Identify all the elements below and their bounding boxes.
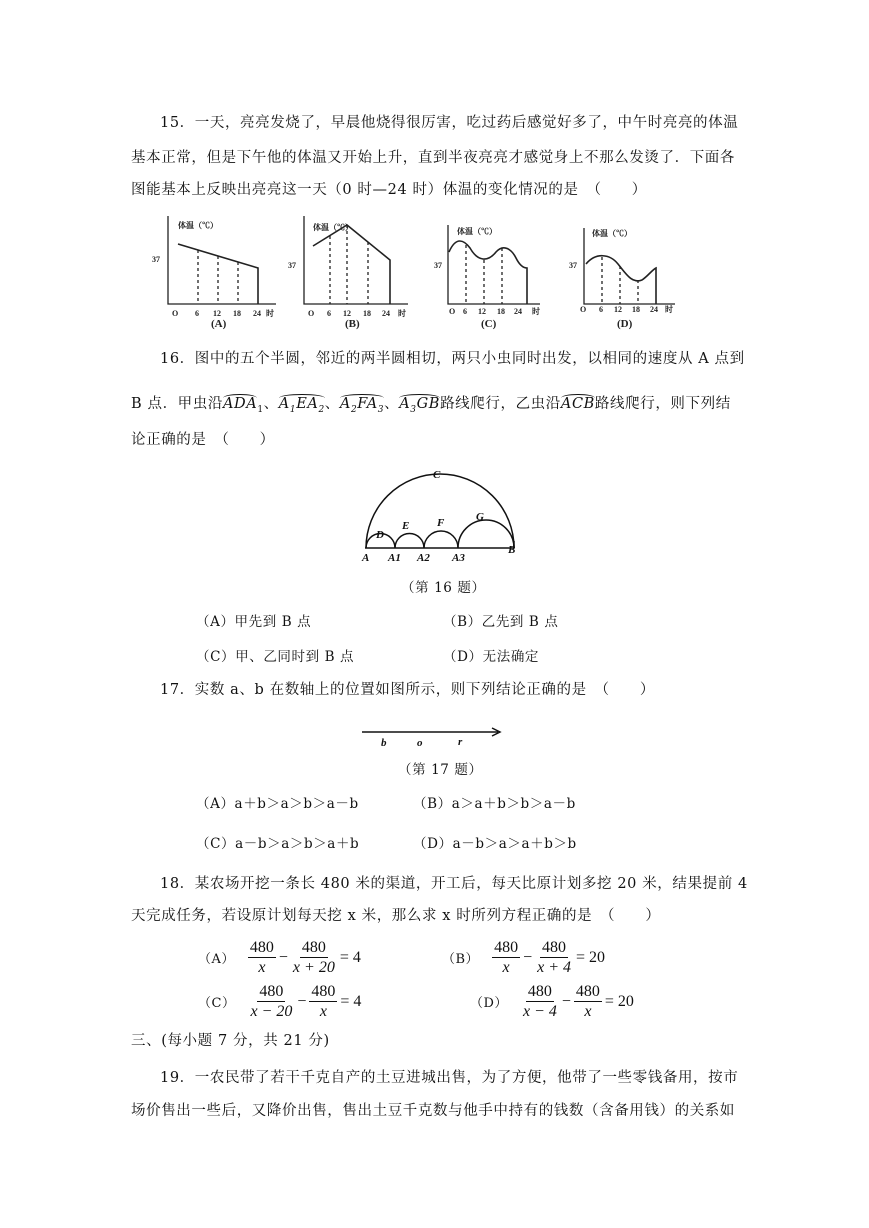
minus-sign: − xyxy=(523,948,533,966)
numerator: 480 xyxy=(249,939,274,956)
graph-b-label: (B) xyxy=(345,318,360,330)
q16-option-a: （A）甲先到 B 点 xyxy=(196,614,312,630)
fig-label-c: C xyxy=(433,469,441,481)
graph-a-37: 37 xyxy=(152,255,160,264)
graph-d-label: (D) xyxy=(617,318,633,330)
denominator: x + 20 xyxy=(292,959,335,976)
arc-a2fa3 xyxy=(339,396,385,415)
denominator: x xyxy=(258,959,266,976)
numerator: 480 xyxy=(542,939,567,956)
tick-label: O xyxy=(308,309,315,318)
q18-option-b xyxy=(442,938,605,977)
tick-label: O xyxy=(449,307,456,316)
text: A xyxy=(278,396,290,412)
fig-label-g: G xyxy=(476,511,484,523)
graph-a-ylabel: 体温（℃） xyxy=(178,221,218,230)
text: 路线爬行，乙虫沿 xyxy=(440,396,561,412)
text: 路线爬行，则下列结 xyxy=(594,396,731,412)
graph-a-axes xyxy=(168,216,276,304)
q16-caption: （第 16 题） xyxy=(401,580,486,596)
q16-option-c: （C）甲、乙同时到 B 点 xyxy=(196,649,355,665)
graph-d-curve xyxy=(586,256,656,304)
numerator: 480 xyxy=(527,983,552,1000)
rhs: = 4 xyxy=(339,948,361,966)
q18-option-c xyxy=(198,982,361,1021)
arc-a1ea2 xyxy=(278,396,325,415)
sub: 3 xyxy=(410,404,417,415)
numerator: 480 xyxy=(494,939,519,956)
q17-option-b: （B）a＞a＋b＞b＞a－b xyxy=(413,796,576,812)
graph-d-axes xyxy=(584,228,675,304)
q19-line-1: 19．一农民带了若干千克自产的土豆进城出售，为了方便，他带了一些零钱备用，按市 xyxy=(160,1070,739,1086)
denominator: x xyxy=(584,1003,592,1020)
graph-a-label: (A) xyxy=(211,318,227,330)
q17-option-c: （C）a－b＞a＞b＞a＋b xyxy=(196,836,360,852)
graph-b-axes xyxy=(304,216,408,304)
denominator: x xyxy=(502,959,510,976)
tick-label: 24 xyxy=(650,305,658,314)
q16-line-2 xyxy=(131,394,731,420)
section-3-heading: 三、(每小题 7 分，共 21 分) xyxy=(131,1033,330,1049)
graph-b-37: 37 xyxy=(288,261,296,270)
fig-label-b: B xyxy=(508,544,516,556)
minus-sign: − xyxy=(297,992,307,1010)
arc-acb: ACB xyxy=(560,396,595,412)
tick-label: 24 xyxy=(253,309,261,318)
text: 、 xyxy=(324,396,340,412)
q16-figure xyxy=(365,474,514,548)
q15-line-2: 基本正常，但是下午他的体温又开始上升，直到半夜亮亮才感觉身上不那么发烫了．下面各 xyxy=(131,150,735,166)
text: B 点．甲虫沿 xyxy=(131,396,223,412)
graph-b-ylabel: 体温（℃） xyxy=(313,223,353,232)
fraction xyxy=(248,982,294,1021)
q17-option-d: （D）a－b＞a＞a＋b＞b xyxy=(413,836,577,852)
q18-option-a xyxy=(198,938,361,977)
arc-a3gb xyxy=(399,396,441,415)
axis-label-o: o xyxy=(417,737,423,749)
axis-label-a: r xyxy=(458,736,463,748)
graph-c-label: (C) xyxy=(481,318,497,330)
numerator: 480 xyxy=(301,939,326,956)
minus-sign: − xyxy=(561,992,571,1010)
q16-line-1: 16．图中的五个半圆，邻近的两半圆相切，两只小虫同时出发，以相同的速度从 A 点到 xyxy=(160,351,745,367)
tick-label: 6 xyxy=(327,309,331,318)
fraction xyxy=(309,982,337,1021)
q16-option-b: （B）乙先到 B 点 xyxy=(443,614,559,630)
tick-label: 12 xyxy=(614,305,622,314)
graph-b-curve xyxy=(313,225,390,304)
tick-label: 时 xyxy=(665,305,673,314)
fraction xyxy=(291,938,337,977)
fraction xyxy=(535,938,573,977)
q18-line-2: 天完成任务，若设原计划每天挖 x 米，那么求 x 时所列方程正确的是 （ ） xyxy=(131,908,661,924)
fig-label-e: E xyxy=(402,520,410,532)
rhs: = 20 xyxy=(576,948,606,966)
option-label: （B） xyxy=(442,952,480,967)
tick-label: 12 xyxy=(343,309,351,318)
text: 、 xyxy=(263,396,279,412)
q16-option-d: （D）无法确定 xyxy=(443,649,540,665)
q17-caption: （第 17 题） xyxy=(398,762,483,778)
text: EA xyxy=(296,396,319,412)
tick-label: 时 xyxy=(532,307,540,316)
tick-label: 18 xyxy=(363,309,371,318)
graph-c-axes xyxy=(448,225,540,304)
tick-label: 18 xyxy=(497,307,505,316)
axis-label-b: b xyxy=(381,737,387,749)
tick-label: 18 xyxy=(233,309,241,318)
tick-label: 6 xyxy=(463,307,467,316)
tick-label: 24 xyxy=(382,309,390,318)
denominator: x − 4 xyxy=(522,1003,557,1020)
sub: 1 xyxy=(257,404,264,415)
fig-label-a3: A3 xyxy=(452,552,465,564)
sub: 1 xyxy=(289,404,297,415)
tick-label: 时 xyxy=(398,309,406,318)
sub: 2 xyxy=(350,404,358,415)
q18-line-1: 18．某农场开挖一条长 480 米的渠道，开工后，每天比原计划多挖 20 米，结果提前 4 xyxy=(160,876,748,892)
numerator: 480 xyxy=(575,983,600,1000)
numerator: 480 xyxy=(259,983,284,1000)
fig-label-a: A xyxy=(362,552,370,564)
denominator: x + 4 xyxy=(537,959,571,976)
q17-option-a: （A）a＋b＞a＞b＞a－b xyxy=(196,796,359,812)
q15-line-1: 15．一天，亮亮发烧了，早晨他烧得很厉害，吃过药后感觉好多了，中午时亮亮的体温 xyxy=(160,115,739,131)
minus-sign: − xyxy=(278,948,288,966)
denominator: x − 20 xyxy=(250,1003,293,1020)
tick-label: 12 xyxy=(213,309,221,318)
sub: 3 xyxy=(377,404,385,415)
q18-option-d xyxy=(470,982,634,1021)
text: A xyxy=(399,396,411,412)
tick-label: 12 xyxy=(478,307,486,316)
text: GB xyxy=(416,396,441,412)
fraction xyxy=(248,938,276,977)
q17-line: 17．实数 a、b 在数轴上的位置如图所示，则下列结论正确的是 （ ） xyxy=(160,682,655,698)
fig-label-a1: A1 xyxy=(388,552,401,564)
q16-line-3: 论正确的是 （ ） xyxy=(131,432,275,448)
q19-line-2: 场价售出一些后，又降价出售，售出土豆千克数与他手中持有的钱数（含备用钱）的关系如 xyxy=(131,1103,735,1119)
rhs: = 20 xyxy=(604,992,634,1010)
fraction xyxy=(574,982,602,1021)
arc-ada: ADA xyxy=(222,396,258,412)
graph-c-ylabel: 体温（℃） xyxy=(457,227,497,236)
graph-d-37: 37 xyxy=(569,261,577,270)
tick-label: 6 xyxy=(599,305,603,314)
graph-a-curve xyxy=(178,244,258,304)
sub: 2 xyxy=(318,404,325,415)
graph-c-37: 37 xyxy=(434,261,442,270)
text: FA xyxy=(357,396,378,412)
tick-label: O xyxy=(580,305,587,314)
fraction xyxy=(492,938,520,977)
tick-label: 6 xyxy=(195,309,199,318)
q15-line-3: 图能基本上反映出亮亮这一天（0 时—24 时）体温的变化情况的是 （ ） xyxy=(131,182,647,198)
option-label: （C） xyxy=(198,996,236,1011)
fig-label-f: F xyxy=(437,517,445,529)
fraction xyxy=(521,982,559,1021)
text: A xyxy=(339,396,351,412)
tick-label: 时 xyxy=(266,309,274,318)
fig-label-a2: A2 xyxy=(417,552,430,564)
graph-d-ylabel: 体温（℃） xyxy=(592,229,632,238)
tick-label: 18 xyxy=(632,305,640,314)
option-label: （A） xyxy=(198,952,235,967)
tick-label: 24 xyxy=(514,307,522,316)
numerator: 480 xyxy=(311,983,336,1000)
graph-c-curve xyxy=(449,241,527,304)
option-label: （D） xyxy=(470,996,508,1011)
rhs: = 4 xyxy=(340,992,362,1010)
denominator: x xyxy=(319,1003,327,1020)
tick-label: O xyxy=(172,309,179,318)
text: 、 xyxy=(384,396,400,412)
fig-label-d: D xyxy=(376,529,384,541)
q17-number-line xyxy=(362,728,500,736)
